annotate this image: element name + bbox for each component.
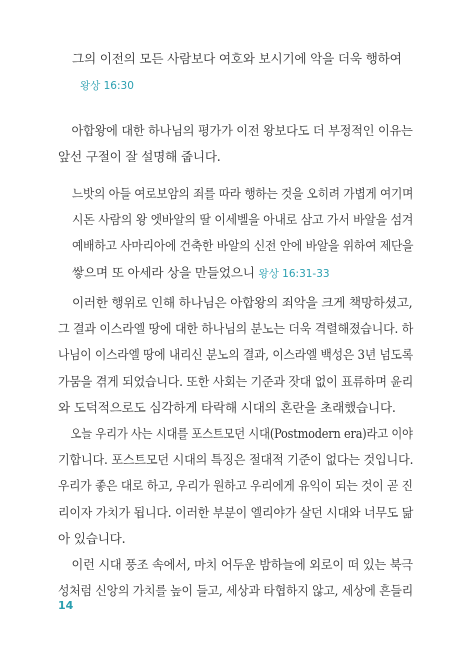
paragraph-line: 나님이 이스라엘 땅에 내리신 분노의 결과, 이스라엘 백성은 3년 넘도록 <box>58 347 413 363</box>
scripture-reference: 왕상 16:30 <box>80 80 134 93</box>
quote-line: 쌓으며 또 아세라 상을 만들었으니 <box>72 264 255 280</box>
quote-line: 그의 이전의 모든 사람보다 여호와 보시기에 악을 더욱 행하여 <box>72 51 402 66</box>
scripture-quote-2 <box>72 181 413 287</box>
paragraph-line: 성처럼 신앙의 가치를 높이 들고, 세상과 타협하지 않고, 세상에 흔들리 <box>58 583 414 599</box>
page-number: 14 <box>58 599 74 612</box>
paragraph-line: 앞선 구절이 잘 설명해 줍니다. <box>58 149 221 165</box>
quote-line: 시돈 사람의 왕 엣바알의 딸 이세벨을 아내로 삼고 가서 바알을 섬겨 <box>72 212 414 228</box>
body-paragraph-2 <box>58 290 413 421</box>
scripture-reference: 왕상 16:31-33 <box>258 267 330 280</box>
body-paragraph-3 <box>58 421 413 552</box>
quote-line: 예배하고 사마리아에 건축한 바알의 신전 안에 바알을 위하여 제단을 <box>72 238 414 254</box>
paragraph-line: 아 있습니다. <box>58 530 126 546</box>
paragraph-line: 우리가 좋은 대로 하고, 우리가 원하고 우리에게 유익이 되는 것이 곧 진 <box>58 478 413 494</box>
paragraph-line: 오늘 우리가 사는 시대를 포스트모던 시대(Postmodern era)라고 이야 <box>70 426 413 441</box>
body-paragraph-4 <box>58 552 413 604</box>
quote-line: 느밧의 아들 여로보암의 죄를 따라 행하는 것을 오히려 가볍게 여기며 <box>72 186 414 201</box>
paragraph-line: 그 결과 이스라엘 땅에 대한 하나님의 분노는 더욱 격렬해졌습니다. 하 <box>58 321 414 337</box>
paragraph-line: 아합왕에 대한 하나님의 평가가 이전 왕보다도 더 부정적인 이유는 <box>71 123 413 138</box>
paragraph-line: 리이자 가치가 됩니다. 이러한 부분이 엘리야가 살던 시대와 너무도 닮 <box>58 504 414 520</box>
body-paragraph-1 <box>58 118 413 170</box>
paragraph-line: 기합니다. 포스트모던 시대의 특징은 절대적 기준이 없다는 것입니다. <box>58 452 414 468</box>
paragraph-line: 이런 시대 풍조 속에서, 마치 어두운 밤하늘에 외로이 떠 있는 북극 <box>71 557 413 572</box>
paragraph-line: 이러한 행위로 인해 하나님은 아합왕의 죄악을 크게 책망하셨고, <box>71 295 413 310</box>
paragraph-line: 와 도덕적으로도 심각하게 타락해 시대의 혼란을 초래했습니다. <box>58 399 396 415</box>
scripture-quote-1 <box>72 46 413 99</box>
paragraph-line: 가뭄을 겪게 되었습니다. 또한 사회는 기준과 잣대 없이 표류하며 윤리 <box>58 373 414 389</box>
